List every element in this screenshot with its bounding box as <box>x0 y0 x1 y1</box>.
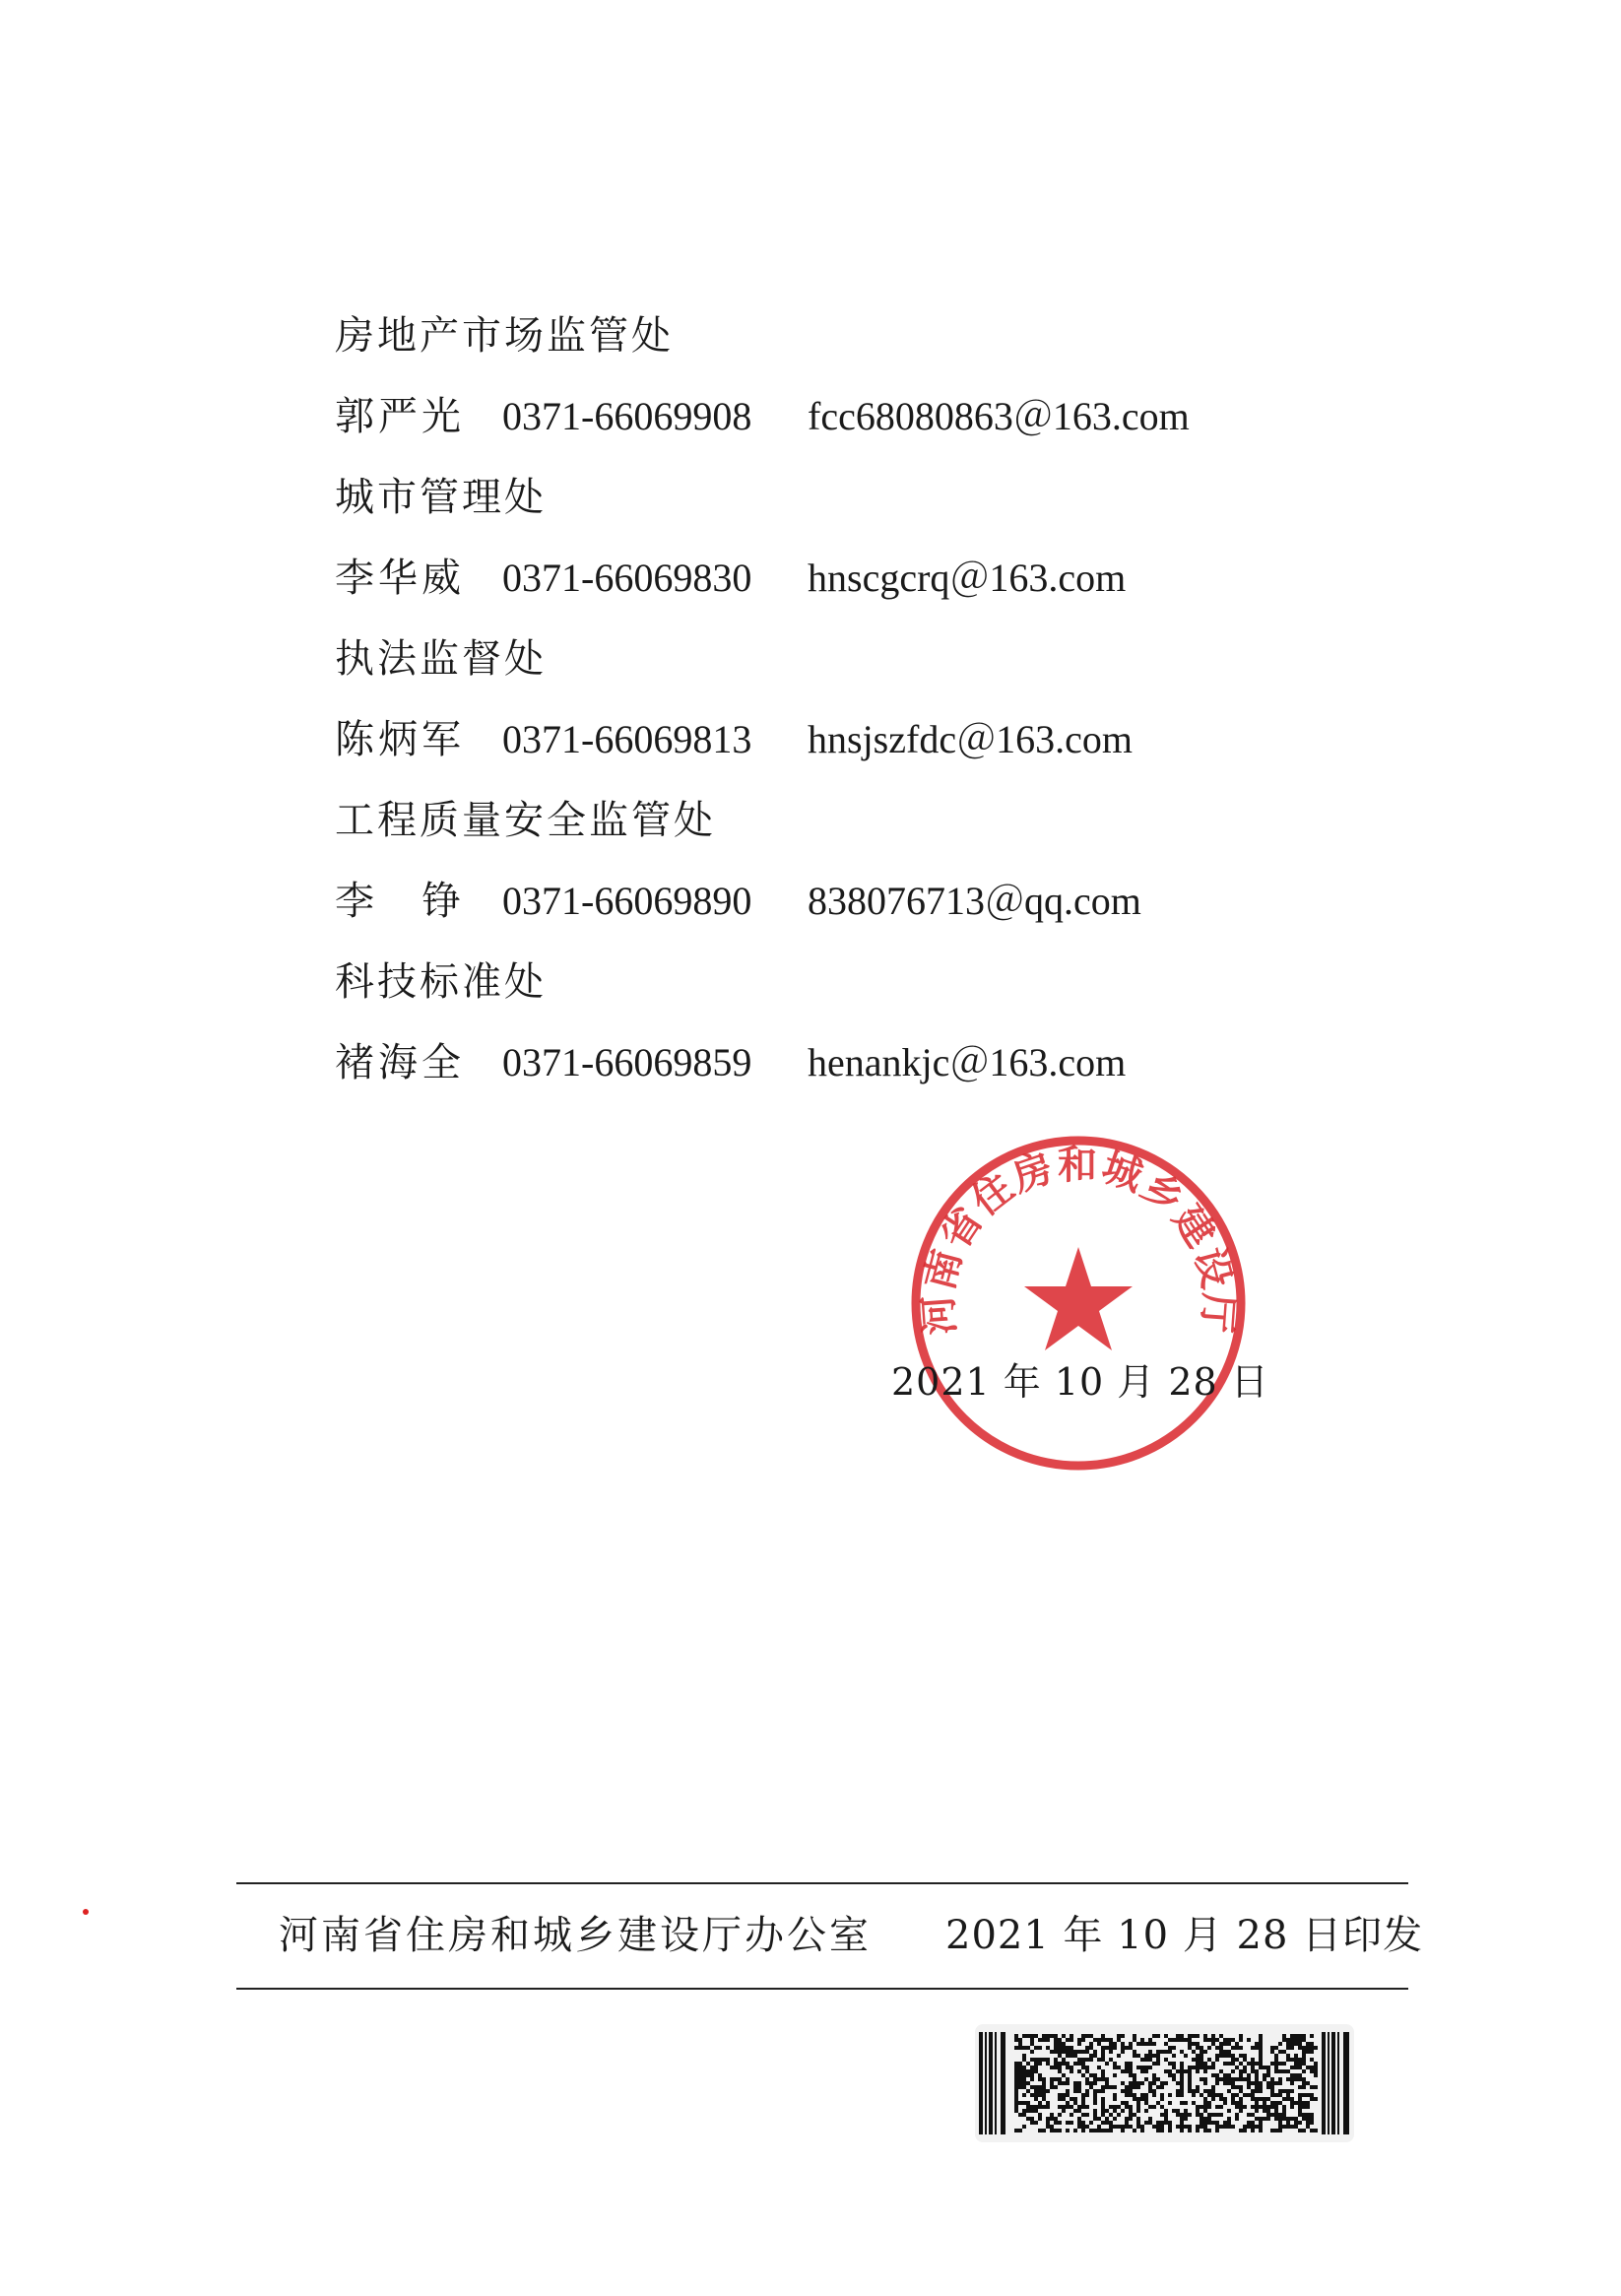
footer-bottom-rule <box>236 1988 1408 1990</box>
person-phone: 0371-66069890 <box>502 879 752 923</box>
document-date: 2021 年 10 月 28 日 <box>891 1360 1269 1404</box>
contact-entry <box>335 457 1369 619</box>
person-email: hnscgcrq＠163.com <box>808 556 1127 600</box>
contact-person <box>335 699 1369 780</box>
person-phone: 0371-66069830 <box>502 556 752 600</box>
contact-person <box>335 1022 1369 1103</box>
person-name: 郭严光 <box>335 394 465 439</box>
footer-issue-date: 2021 年 10 月 28 日印发 <box>945 1913 1424 1958</box>
department-name: 房地产市场监管处 <box>335 313 674 359</box>
person-name: 李 铮 <box>335 879 465 924</box>
department-name: 城市管理处 <box>335 475 547 520</box>
person-phone: 0371-66069908 <box>502 394 752 438</box>
person-email: fcc68080863＠163.com <box>808 394 1190 438</box>
person-email: hnsjszfdc＠163.com <box>808 717 1133 761</box>
contact-entry <box>335 619 1369 780</box>
person-phone: 0371-66069859 <box>502 1040 752 1084</box>
person-name: 褚海全 <box>335 1040 465 1085</box>
person-name: 李华威 <box>335 556 465 601</box>
department-name: 科技标准处 <box>335 959 547 1005</box>
person-email: henankjc＠163.com <box>808 1040 1127 1084</box>
svg-text:河南省住房和城乡建设厅: 河南省住房和城乡建设厅 <box>914 1142 1243 1337</box>
person-phone: 0371-66069813 <box>502 717 752 761</box>
barcode-icon <box>975 2024 1354 2142</box>
department-name: 工程质量安全监管处 <box>335 798 716 843</box>
footer-top-rule <box>236 1882 1408 1884</box>
contact-entry <box>335 295 1369 457</box>
contact-entry <box>335 942 1369 1103</box>
person-email: 838076713＠qq.com <box>808 879 1141 923</box>
contact-entry <box>335 780 1369 942</box>
official-seal-icon <box>906 1131 1251 1476</box>
contact-person <box>335 538 1369 619</box>
footer-issuer: 河南省住房和城乡建设厅办公室 <box>279 1913 872 1958</box>
contact-list <box>335 295 1369 1103</box>
contact-person <box>335 376 1369 457</box>
person-name: 陈炳军 <box>335 717 465 762</box>
margin-dot <box>83 1909 89 1915</box>
contact-person <box>335 861 1369 942</box>
department-name: 执法监督处 <box>335 636 547 682</box>
